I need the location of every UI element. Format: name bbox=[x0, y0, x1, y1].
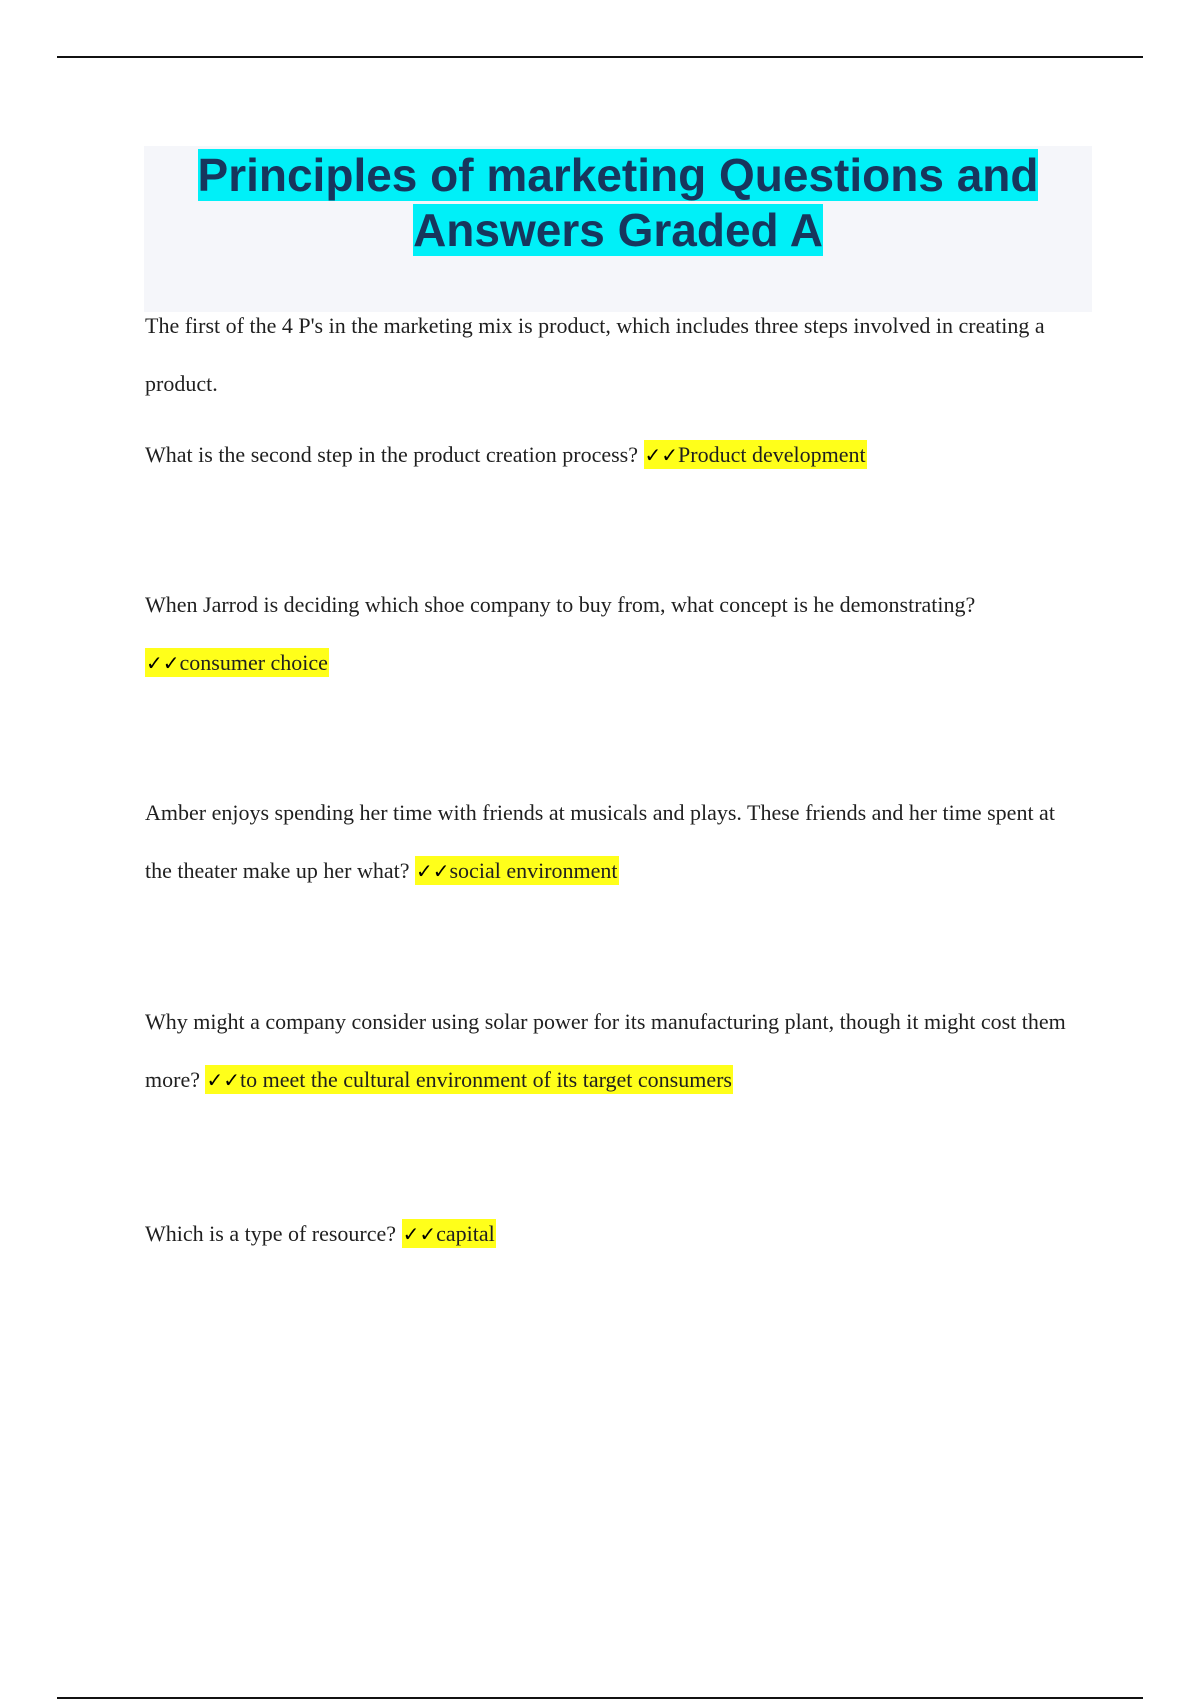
answer-text: capital bbox=[436, 1221, 495, 1246]
bottom-rule bbox=[57, 1697, 1143, 1699]
title-block bbox=[144, 146, 1092, 312]
answer-highlight bbox=[402, 1219, 496, 1248]
answer-text: to meet the cultural environment of its target consumers bbox=[239, 1067, 732, 1092]
double-check-icon: ✓✓ bbox=[402, 1222, 437, 1246]
qa-item-4 bbox=[145, 993, 1085, 1109]
question-text: Amber enjoys spending her time with friends at musicals and plays. These friends and her time spent at the theater make up her what? bbox=[145, 800, 1055, 883]
qa-item-5 bbox=[145, 1205, 1085, 1263]
question-text: Why might a company consider using solar power for its manufacturing plant, though it might cost them more? bbox=[145, 1009, 1066, 1092]
answer-highlight bbox=[205, 1065, 733, 1094]
intro-paragraph bbox=[145, 297, 1085, 413]
answer-text: Product development bbox=[678, 442, 866, 467]
answer-text: consumer choice bbox=[179, 650, 328, 675]
double-check-icon: ✓✓ bbox=[206, 1068, 240, 1092]
qa-item-1 bbox=[145, 426, 1085, 484]
qa-item-2 bbox=[145, 576, 1085, 692]
question-text: When Jarrod is deciding which shoe company to buy from, what concept is he demonstrating? bbox=[145, 592, 976, 617]
title-line-1: Principles of marketing Questions and bbox=[197, 149, 1039, 201]
answer-highlight bbox=[145, 648, 329, 677]
top-rule bbox=[57, 56, 1143, 58]
qa-item-3 bbox=[145, 784, 1085, 900]
answer-highlight bbox=[415, 856, 619, 885]
title-line-2: Answers Graded A bbox=[413, 204, 823, 256]
document-title bbox=[144, 146, 1092, 258]
intro-text: The first of the 4 P's in the marketing mix is product, which includes three steps involved in creating a product. bbox=[145, 313, 1045, 396]
double-check-icon: ✓✓ bbox=[146, 651, 180, 675]
answer-text: social environment bbox=[449, 858, 618, 883]
double-check-icon: ✓✓ bbox=[415, 859, 450, 883]
question-text: What is the second step in the product creation process? bbox=[145, 442, 639, 467]
answer-highlight bbox=[644, 440, 867, 469]
double-check-icon: ✓✓ bbox=[644, 443, 679, 467]
question-text: Which is a type of resource? bbox=[145, 1221, 397, 1246]
